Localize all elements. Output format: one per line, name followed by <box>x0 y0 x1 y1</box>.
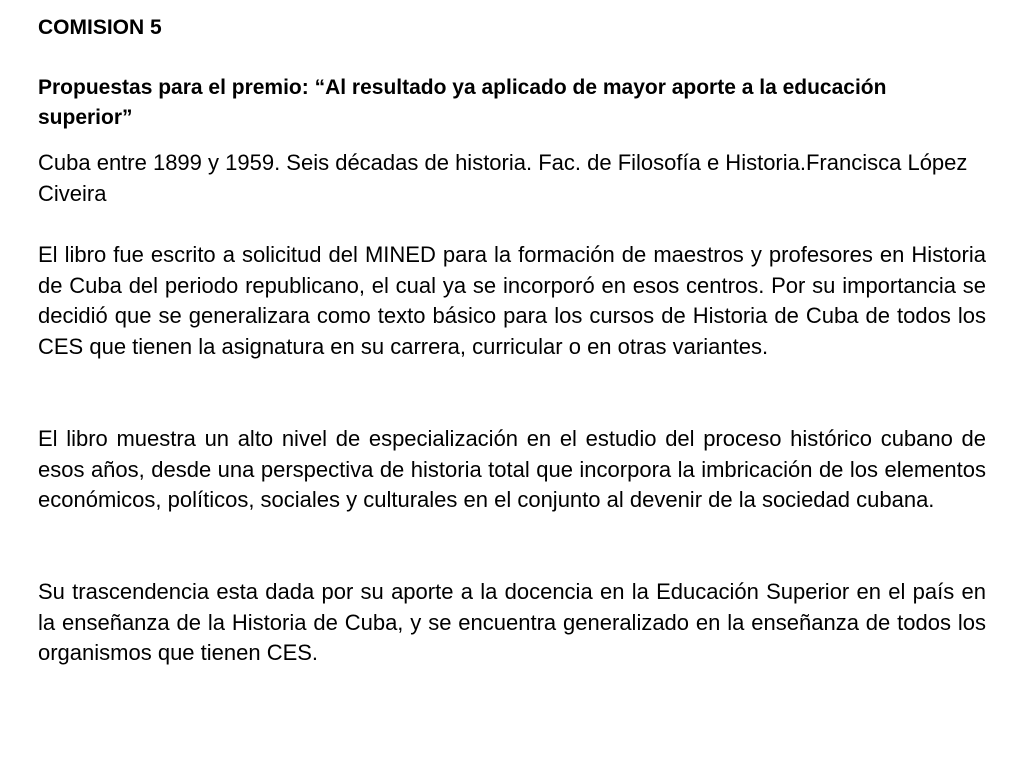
paragraph-book-purpose: El libro fue escrito a solicitud del MINED para la formación de maestros y profesores en Historia de Cuba del periodo republicano, el cual ya se incorporó en esos centros. Por su importancia se decidió que se generalizara como texto básico para los cursos de Historia de Cuba de todos los CES que tienen la asignatura en su carrera, curricular o en otras variantes. <box>38 242 986 359</box>
award-proposal-title: Propuestas para el premio: “Al resultado ya aplicado de mayor aporte a la educación superior” <box>38 76 887 129</box>
book-citation: Cuba entre 1899 y 1959. Seis décadas de historia. Fac. de Filosofía e Historia.Francisca López Civeira <box>38 150 968 206</box>
commission-title: COMISION 5 <box>38 16 162 39</box>
paragraph-book-significance: Su trascendencia esta dada por su aporte a la docencia en la Educación Superior en el país en la enseñanza de la Historia de Cuba, y se encuentra generalizado en la enseñanza de todos los organismos que tienen CES. <box>38 579 986 665</box>
paragraph-book-specialization: El libro muestra un alto nivel de especialización en el estudio del proceso histórico cubano de esos años, desde una perspectiva de historia total que incorpora la imbricación de los elementos económicos, políticos, sociales y culturales en el conjunto al devenir de la sociedad cubana. <box>38 426 986 512</box>
